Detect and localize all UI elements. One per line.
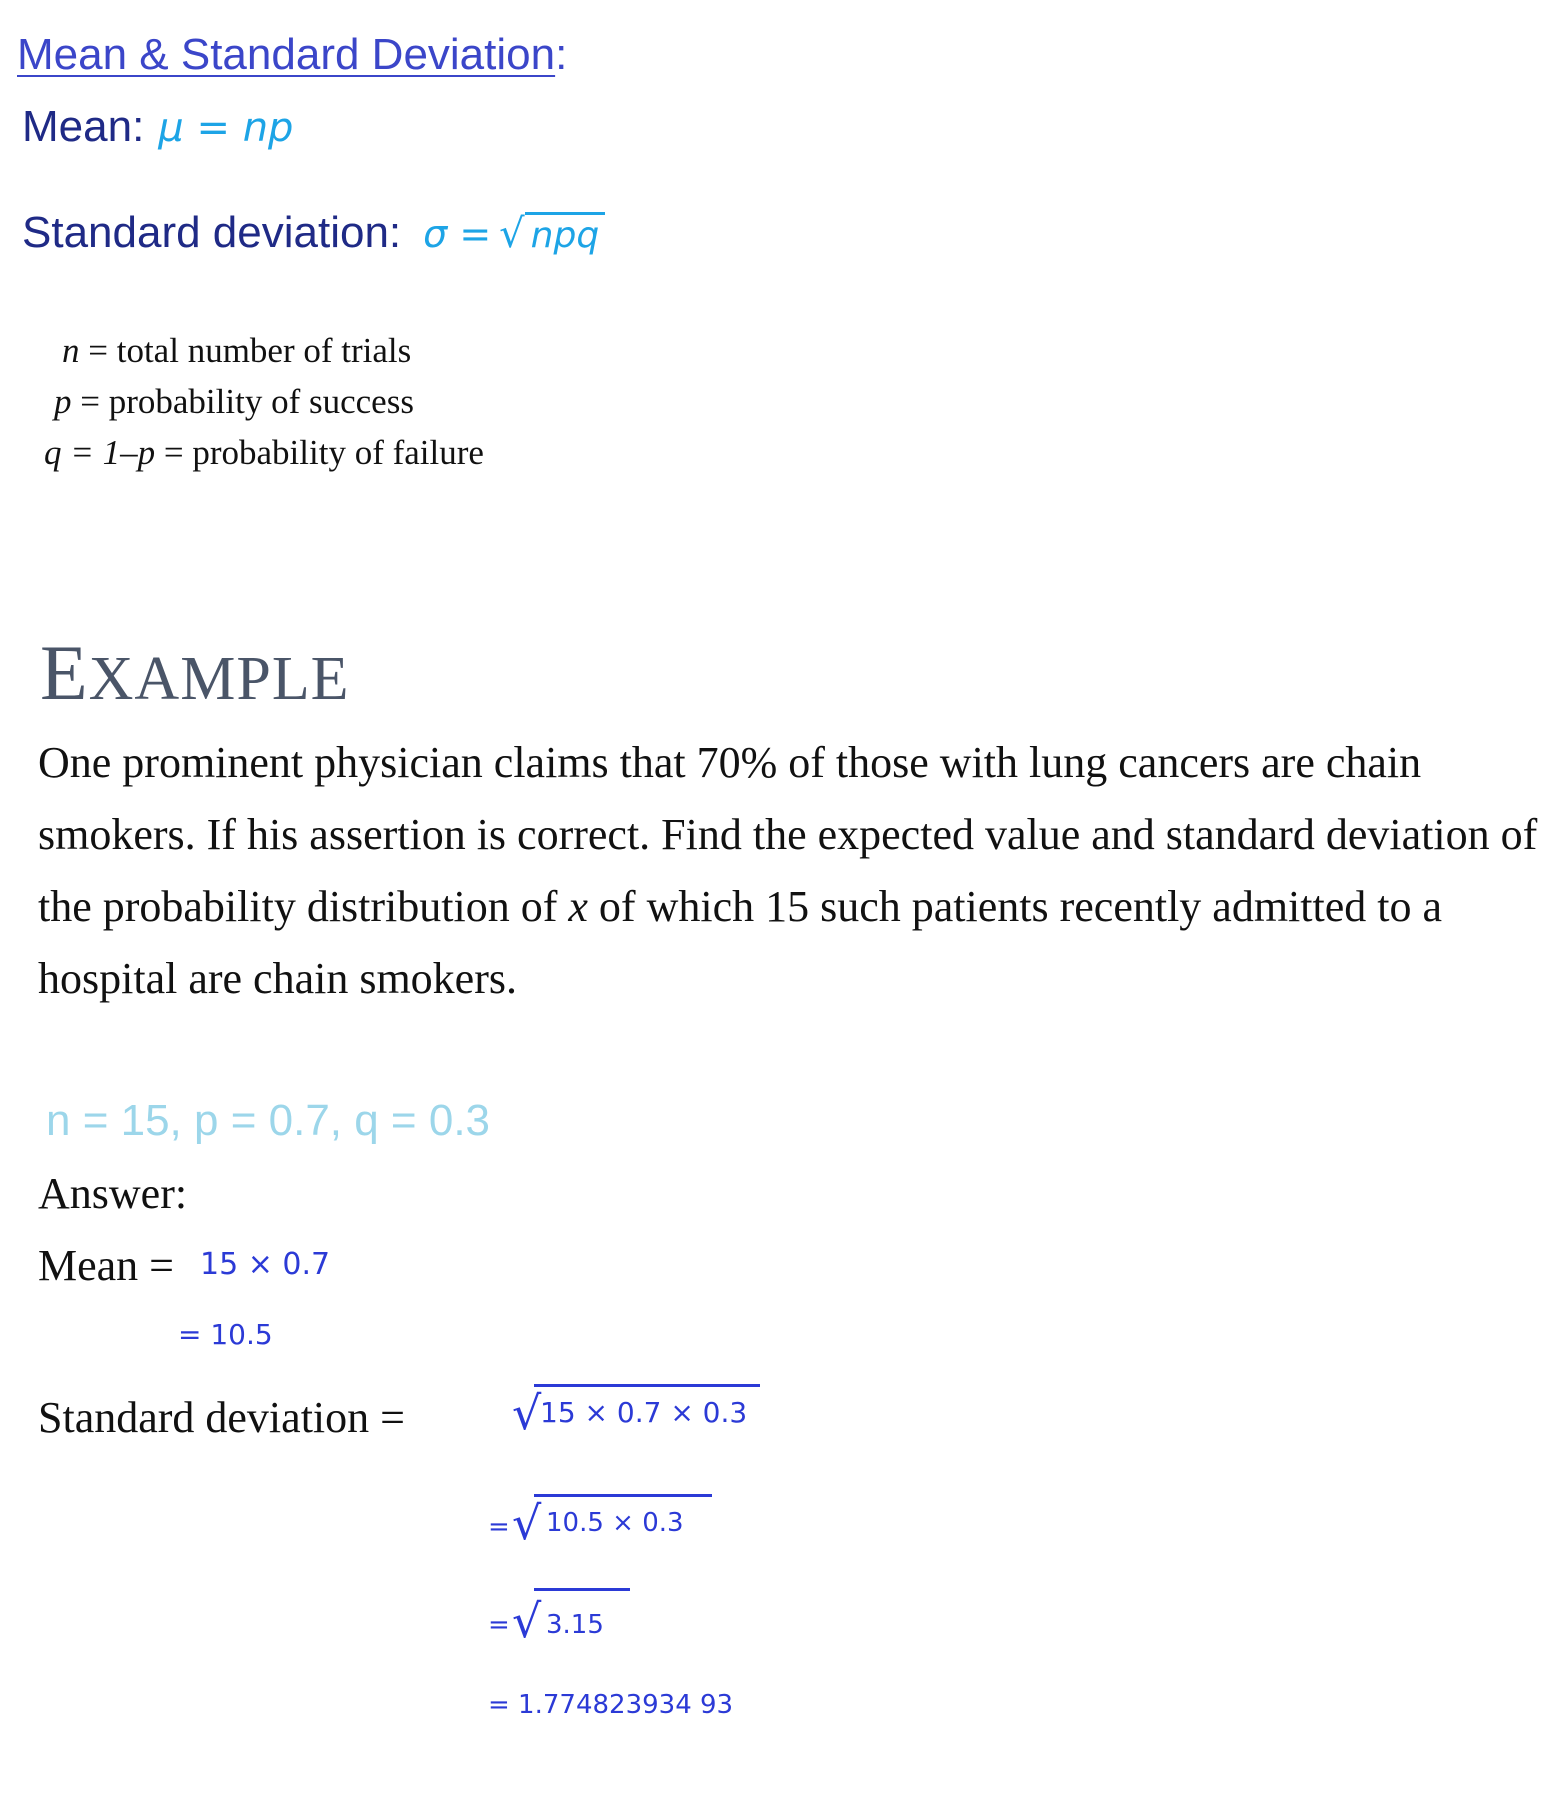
n-text: = total number of trials bbox=[79, 331, 412, 370]
sqrt-bar-3 bbox=[534, 1588, 630, 1591]
p-text: = probability of success bbox=[71, 382, 414, 421]
mean-step2: = 10.5 bbox=[178, 1318, 273, 1351]
example-title-rest: XAMPLE bbox=[88, 645, 350, 713]
definition-p bbox=[44, 376, 484, 427]
mean-answer-row bbox=[38, 1240, 330, 1291]
sd-radicand: npq bbox=[525, 212, 606, 256]
q-var: q bbox=[44, 433, 62, 472]
problem-text bbox=[38, 727, 1548, 1015]
sd-step2: 10.5 × 0.3 bbox=[546, 1508, 684, 1538]
mean-label: Mean: bbox=[22, 102, 145, 151]
q-text: = probability of failure bbox=[155, 433, 484, 472]
formula-heading[interactable] bbox=[17, 30, 567, 80]
given-values: n = 15, p = 0.7, q = 0.3 bbox=[46, 1096, 491, 1145]
mean-row bbox=[22, 102, 293, 152]
sd-answer-label: Standard deviation = bbox=[38, 1393, 405, 1442]
definition-q bbox=[44, 427, 484, 478]
sqrt-icon-1: √ bbox=[512, 1386, 542, 1440]
sqrt-bar-2 bbox=[534, 1494, 712, 1497]
mean-formula: μ = np bbox=[158, 105, 294, 151]
n-var: n bbox=[62, 331, 80, 370]
answer-label: Answer: bbox=[38, 1169, 188, 1218]
sd-row bbox=[22, 208, 605, 258]
heading-text[interactable]: Mean & Standard Deviation bbox=[17, 30, 556, 79]
q-var2: p bbox=[137, 433, 156, 472]
heading-colon: : bbox=[555, 30, 568, 79]
sd-label: Standard deviation: bbox=[22, 208, 402, 257]
example-title-first: E bbox=[40, 629, 89, 716]
sqrt-icon-3: √ bbox=[512, 1594, 542, 1648]
problem-var: x bbox=[568, 882, 588, 931]
sd-step1: 15 × 0.7 × 0.3 bbox=[540, 1396, 748, 1429]
p-var: p bbox=[54, 382, 72, 421]
problem-part2: of which 15 such patients recently admitted to a hospital are chain smokers. bbox=[38, 882, 1443, 1003]
definition-n bbox=[44, 325, 484, 376]
sqrt-bar-1 bbox=[534, 1384, 760, 1387]
sqrt-icon: √ bbox=[499, 211, 525, 257]
sd-step3: 3.15 bbox=[546, 1610, 604, 1640]
sd-symbol: σ = bbox=[423, 212, 492, 256]
definitions bbox=[44, 325, 484, 478]
sd-answer-row bbox=[38, 1392, 405, 1443]
problem-part1: One prominent physician claims that 70% of those with lung cancers are chain smokers. If his assertion is correct. Find the expected value and standard deviation of the probability distribution of bbox=[38, 738, 1538, 931]
sd-eq2: = bbox=[488, 1512, 510, 1542]
example-title bbox=[40, 628, 350, 718]
mean-answer-label: Mean = bbox=[38, 1241, 174, 1290]
q-mid: = 1– bbox=[61, 433, 138, 472]
mean-step1: 15 × 0.7 bbox=[200, 1247, 331, 1282]
sd-eq3: = bbox=[488, 1610, 510, 1640]
sd-result: = 1.774823934 93 bbox=[488, 1690, 734, 1720]
sqrt-icon-2: √ bbox=[512, 1496, 542, 1550]
